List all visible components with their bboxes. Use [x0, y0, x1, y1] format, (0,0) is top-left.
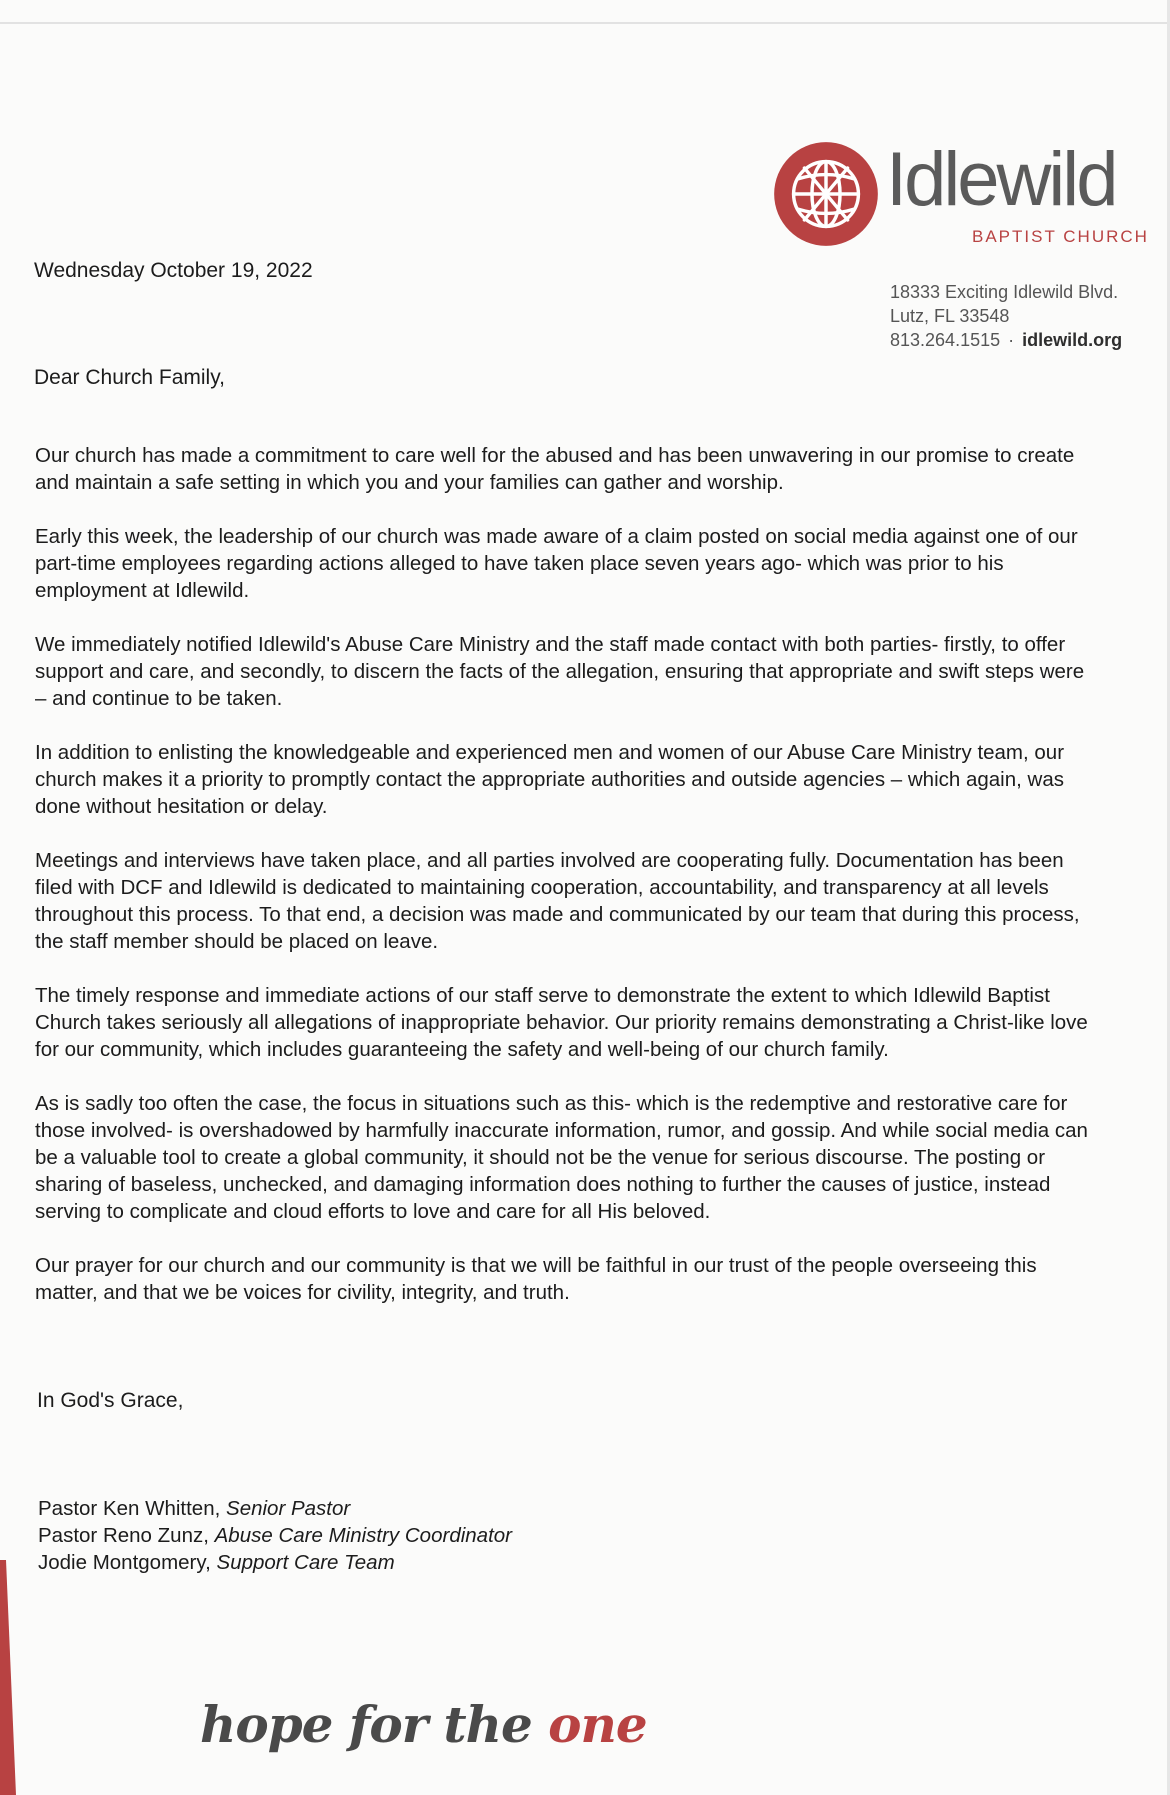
top-rule	[0, 22, 1170, 24]
signatory	[38, 1495, 512, 1522]
website-link: idlewild.org	[1022, 330, 1123, 350]
paragraph: Our prayer for our church and our community is that we will be faithful in our trust of the people overseeing this matter, and that we be voices for civility, integrity, and truth.	[35, 1254, 1037, 1304]
signatory-name: Jodie Montgomery,	[38, 1551, 211, 1574]
paragraph: Early this week, the leadership of our church was made aware of a claim posted on social media against one of our part-time employees regarding actions alleged to have taken place seven years ago- which was prior to his employment at Idlewild.	[35, 525, 1078, 602]
contact-line	[890, 328, 1122, 352]
letter-body	[35, 442, 1095, 1333]
signatory	[38, 1522, 512, 1549]
logo-subtitle: BAPTIST CHURCH	[972, 227, 1149, 246]
signatory-title: Abuse Care Ministry Coordinator	[214, 1524, 512, 1547]
phone-number: 813.264.1515	[890, 330, 1001, 350]
slogan-main: hope for the	[200, 1695, 532, 1754]
address-street: 18333 Exciting Idlewild Blvd.	[890, 282, 1119, 302]
closing: In God's Grace,	[37, 1389, 184, 1412]
paragraph: The timely response and immediate actions of our staff serve to demonstrate the extent to which Idlewild Baptist Church takes seriously all allegations of inappropriate behavior. Our priority remains demonstrating a Christ-like love for our community, which includes guaranteeing the safety and well-being of our church family.	[35, 984, 1088, 1061]
left-decorative-stripe	[0, 1560, 16, 1795]
signatory-name: Pastor Reno Zunz,	[38, 1524, 209, 1547]
letter-date: Wednesday October 19, 2022	[34, 259, 313, 282]
church-address	[890, 280, 1122, 352]
signatory-title: Senior Pastor	[226, 1497, 351, 1520]
globe-icon	[772, 140, 880, 248]
paragraph: As is sadly too often the case, the focus in situations such as this- which is the redemptive and restorative care for those involved- is overshadowed by harmfully inaccurate information, rumor, and gossip. And while social media can be a valuable tool to create a global community, it should not be the venue for serious discourse. The posting or sharing of baseless, unchecked, and damaging information does nothing to further the causes of justice, instead serving to complicate and cloud efforts to love and care for all His beloved.	[35, 1092, 1088, 1223]
paragraph: Our church has made a commitment to care well for the abused and has been unwavering in our promise to create and maintain a safe setting in which you and your families can gather and worship.	[35, 444, 1075, 494]
paragraph: In addition to enlisting the knowledgeable and experienced men and women of our Abuse Care Ministry team, our church makes it a priority to promptly contact the appropriate authorities and outside agencies – which again, was done without hesitation or delay.	[35, 741, 1065, 818]
footer-slogan	[200, 1695, 647, 1755]
paragraph: Meetings and interviews have taken place, and all parties involved are cooperating fully. Documentation has been filed with DCF and Idlewild is dedicated to maintaining cooperation, accountability, and transparency at all levels throughout this process. To that end, a decision was made and communicated by our team that during this process, the staff member should be placed on leave.	[35, 849, 1080, 953]
signatory-title: Support Care Team	[216, 1551, 395, 1574]
contact-separator: ·	[1008, 330, 1015, 350]
logo-wordmark: Idlewild	[886, 137, 1116, 222]
signatory	[38, 1549, 512, 1576]
signatory-name: Pastor Ken Whitten,	[38, 1497, 221, 1520]
signature-block	[38, 1495, 512, 1576]
church-logo	[772, 138, 1162, 248]
slogan-accent: one	[548, 1695, 647, 1754]
paragraph: We immediately notified Idlewild's Abuse Care Ministry and the staff made contact with both parties- firstly, to offer support and care, and secondly, to discern the facts of the allegation, ensuring that appropriate and swift steps were – and continue to be taken.	[35, 633, 1085, 710]
address-city: Lutz, FL 33548	[890, 306, 1010, 326]
salutation: Dear Church Family,	[34, 366, 225, 389]
